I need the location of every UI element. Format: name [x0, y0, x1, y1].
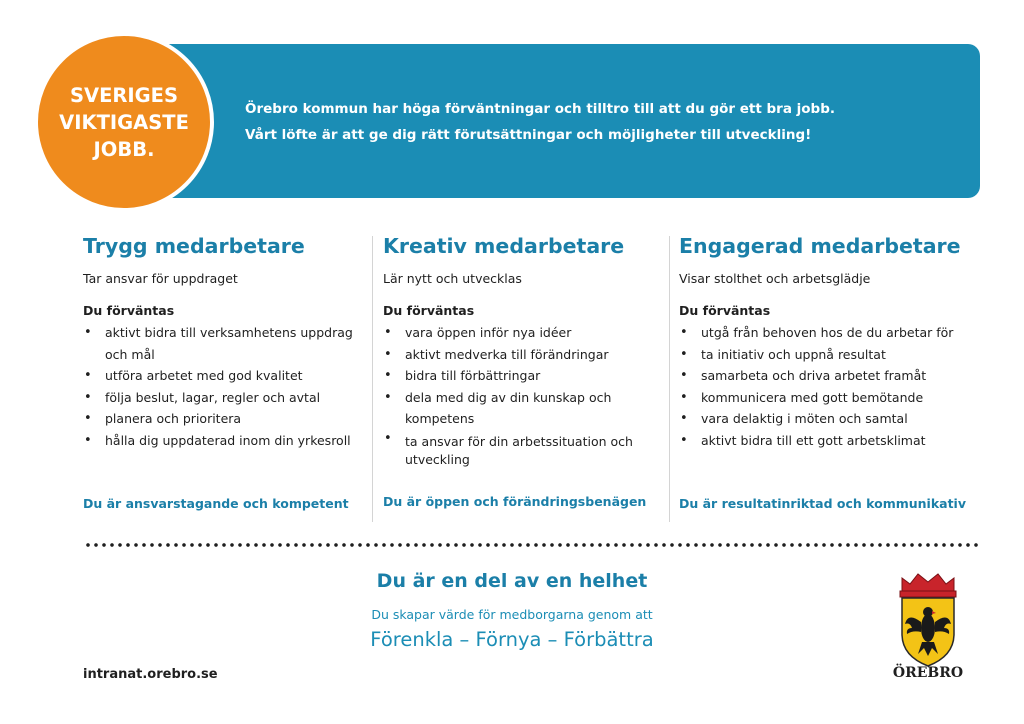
expectations-list	[83, 322, 368, 451]
dotted-separator	[84, 541, 982, 549]
list-item: • utföra arbetet med god kvalitet	[83, 365, 368, 387]
column-title: Kreativ medarbetare	[383, 234, 625, 258]
column-divider	[669, 236, 670, 522]
list-item: • hålla dig uppdaterad inom din yrkesroll	[83, 430, 368, 452]
expectations-label: Du förväntas	[679, 303, 771, 318]
badge-line-3: JOBB.	[93, 137, 155, 161]
column-title: Engagerad medarbetare	[679, 234, 961, 258]
list-item: • planera och prioritera	[83, 408, 368, 430]
column-summary: Du är öppen och förändringsbenägen	[383, 494, 647, 509]
list-item: • samarbeta och driva arbetet framåt	[679, 365, 979, 387]
list-item: • bidra till förbättringar	[383, 365, 665, 387]
whole-subtitle: Du skapar värde för medborgarna genom att	[371, 607, 653, 622]
column-summary: Du är ansvarstagande och kompetent	[83, 496, 349, 511]
list-item: • dela med dig av din kunskap och kompetens	[383, 387, 665, 430]
list-item: • vara öppen inför nya idéer	[383, 322, 665, 344]
column-subtitle: Lär nytt och utvecklas	[383, 271, 522, 286]
column-subtitle: Visar stolthet och arbetsglädje	[679, 271, 871, 286]
column-trygg	[83, 232, 368, 522]
list-item: • aktivt bidra till verksamhetens uppdrag och mål	[83, 322, 368, 365]
expectations-label: Du förväntas	[383, 303, 475, 318]
list-item: • vara delaktig i möten och samtal	[679, 408, 979, 430]
list-item: • aktivt medverka till förändringar	[383, 344, 665, 366]
list-item: • följa beslut, lagar, regler och avtal	[83, 387, 368, 409]
expectations-label: Du förväntas	[83, 303, 175, 318]
column-summary: Du är resultatinriktad och kommunikativ	[679, 496, 966, 511]
column-title: Trygg medarbetare	[83, 234, 305, 258]
motto: Förenkla – Förnya – Förbättra	[370, 628, 654, 651]
badge-line-1: SVERIGES	[69, 83, 179, 107]
list-item: • aktivt bidra till ett gott arbetsklimat	[679, 430, 979, 452]
column-divider	[372, 236, 373, 522]
column-subtitle: Tar ansvar för uppdraget	[83, 271, 238, 286]
column-engagerad	[679, 232, 979, 522]
list-item: • ta initiativ och uppnå resultat	[679, 344, 979, 366]
expectations-list	[679, 322, 979, 451]
slogan-badge	[34, 32, 214, 212]
badge-text	[59, 82, 189, 163]
list-item: • ta ansvar för din arbetssituation och utveckling	[383, 430, 665, 469]
expectations-list	[383, 322, 665, 469]
list-item: • utgå från behoven hos de du arbetar för	[679, 322, 979, 344]
whole-title: Du är en del av en helhet	[376, 570, 648, 592]
logo-name: ÖREBRO	[892, 665, 964, 681]
badge-line-2: VIKTIGASTE	[59, 110, 189, 134]
list-item: • kommunicera med gott bemötande	[679, 387, 979, 409]
column-kreativ	[383, 232, 665, 522]
banner-line-2: Vårt löfte är att ge dig rätt förutsättningar och möjligheter till utveckling!	[245, 127, 812, 143]
banner-text	[245, 96, 965, 148]
banner-line-1: Örebro kommun har höga förväntningar och tilltro till att du gör ett bra jobb.	[245, 101, 836, 117]
intranet-url[interactable]: intranat.orebro.se	[83, 667, 218, 682]
